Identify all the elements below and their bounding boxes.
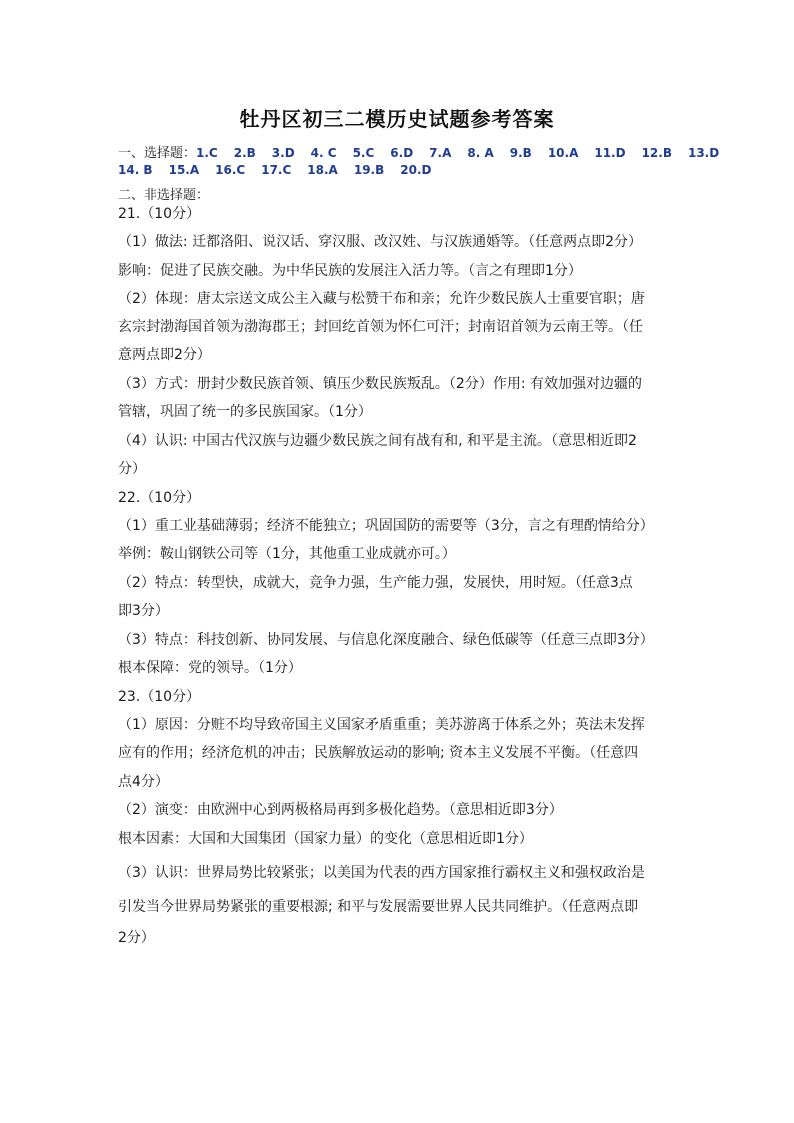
mc-answer: 16.C — [215, 163, 246, 177]
mc-answer: 10.A — [547, 146, 579, 160]
question-22-heading: 22.（10分） — [118, 490, 201, 506]
answer-line: 分） — [118, 461, 146, 477]
answer-line: （1）做法: 迁都洛阳、说汉话、穿汉服、改汉姓、与汉族通婚等。（任意两点即2分） — [118, 234, 642, 250]
mc-answer: 19.B — [353, 163, 385, 177]
answer-line: （2）体现：唐太宗送文成公主入藏与松赞干布和亲；允许少数民族人士重要官职；唐 — [118, 291, 645, 307]
answer-line: （1）原因：分赃不均导致帝国主义国家矛盾重重；美苏游离于体系之外；英法未发挥 — [118, 717, 645, 733]
answer-line: （1）重工业基础薄弱；经济不能独立；巩固国防的需要等（3分，言之有理酌情给分） — [118, 518, 654, 534]
mc-answer: 12.B — [641, 146, 672, 160]
mc-answer: 18.A — [307, 163, 338, 177]
answer-line: 2分） — [118, 930, 155, 946]
mc-answer: 7.A — [429, 146, 452, 160]
answer-line: 根本保障：党的领导。（1分） — [118, 660, 302, 676]
non-mc-section-label: 二、非选择题： — [118, 188, 210, 203]
answer-line: （3）特点：科技创新、协同发展、与信息化深度融合、绿色低碳等（任意三点即3分） — [118, 632, 654, 648]
answer-line: （3）认识：世界局势比较紧张；以美国为代表的西方国家推行霸权主义和强权政治是 — [118, 865, 645, 881]
answer-line: 影响：促进了民族交融。为中华民族的发展注入活力等。（言之有理即1分） — [118, 263, 582, 279]
answer-line: （2）演变：由欧洲中心到两极格局再到多极化趋势。（意思相近即3分） — [118, 802, 563, 818]
answer-line: （4）认识: 中国古代汉族与边疆少数民族之间有战有和, 和平是主流。（意思相近即2 — [118, 433, 637, 449]
mc-answer: 13.D — [687, 146, 720, 160]
answer-line: 玄宗封渤海国首领为渤海郡王；封回纥首领为怀仁可汗；封南诏首领为云南王等。（任 — [118, 319, 643, 335]
mc-answer: 5.C — [352, 146, 375, 160]
mc-answer: 2.B — [233, 146, 256, 160]
mc-answer: 6.D — [390, 146, 414, 160]
mc-answer: 9.B — [509, 146, 532, 160]
document-title: 牡丹区初三二模历史试题参考答案 — [239, 107, 555, 131]
mc-answer: 8. A — [467, 146, 494, 160]
mc-answer: 11.D — [594, 146, 626, 160]
question-21-heading: 21.（10分） — [118, 206, 201, 222]
answer-line: 引发当今世界局势紧张的重要根源; 和平与发展需要世界人民共同维护。（任意两点即 — [118, 899, 639, 915]
mc-answer: 14. B — [118, 163, 153, 177]
mc-answers-row-2 — [118, 163, 447, 177]
mc-answer: 15.A — [168, 163, 200, 177]
mc-answer: 20.D — [400, 163, 432, 177]
mc-answer: 3.D — [271, 146, 295, 160]
question-23-heading: 23.（10分） — [118, 689, 201, 705]
answer-line: （3）方式：册封少数民族首领、镇压少数民族叛乱。（2分）作用: 有效加强对边疆的 — [118, 376, 642, 392]
answer-line: 点4分） — [118, 774, 169, 790]
mc-section-label: 一、选择题： — [118, 146, 197, 161]
answer-line: 即3分） — [118, 603, 169, 619]
mc-answer: 4. C — [310, 146, 337, 160]
answer-line: 管辖，巩固了统一的多民族国家。（1分） — [118, 404, 372, 420]
answer-line: 意两点即2分） — [118, 347, 211, 363]
mc-answer: 17.C — [261, 163, 292, 177]
answer-line: （2）特点：转型快，成就大，竞争力强，生产能力强，发展快，用时短。（任意3点 — [118, 575, 633, 591]
answer-line: 根本因素：大国和大国集团（国家力量）的变化（意思相近即1分） — [118, 831, 533, 847]
answer-line: 举例：鞍山钢铁公司等（1分，其他重工业成就亦可。） — [118, 546, 456, 562]
mc-answers-row-1 — [118, 142, 735, 161]
mc-answer: 1.C — [196, 146, 218, 160]
answer-line: 应有的作用；经济危机的冲击；民族解放运动的影响; 资本主义发展不平衡。（任意四 — [118, 745, 639, 761]
